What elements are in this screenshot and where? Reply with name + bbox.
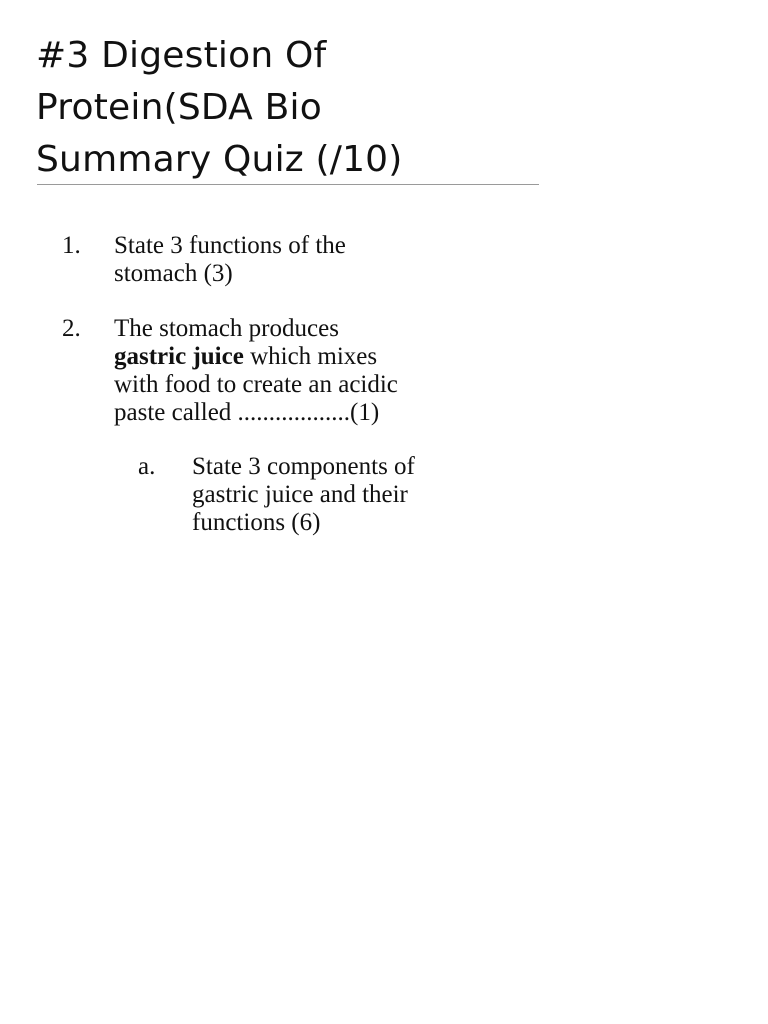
question-2-text <box>114 315 398 427</box>
question-2a-line-2: gastric juice and their <box>192 481 408 508</box>
question-1-line-1: State 3 functions of the <box>114 232 346 259</box>
question-2a-line-3: functions (6) <box>192 509 321 536</box>
question-1-number: 1. <box>62 232 81 259</box>
question-2-number: 2. <box>62 315 81 342</box>
question-1-text <box>114 232 346 288</box>
title-line-1: #3 Digestion Of <box>36 35 327 76</box>
key-term-gastric-juice: gastric juice <box>114 343 244 370</box>
question-2-line-2-rest: which mixes <box>243 343 378 370</box>
question-2a-text <box>192 453 415 537</box>
title-line-2: Protein(SDA Bio <box>36 87 322 128</box>
question-2-line-3: with food to create an acidic <box>114 371 398 398</box>
question-2a-line-1: State 3 components of <box>192 453 415 480</box>
title-divider <box>37 184 539 185</box>
title-line-3: Summary Quiz (/10) <box>36 139 403 180</box>
question-1-line-2: stomach (3) <box>114 260 233 287</box>
question-2-line-4: paste called ..................(1) <box>114 399 380 426</box>
question-2-line-1: The stomach produces <box>114 315 339 342</box>
quiz-title <box>36 30 556 186</box>
question-2-line-2 <box>114 343 398 371</box>
question-2a-letter: a. <box>138 453 156 480</box>
